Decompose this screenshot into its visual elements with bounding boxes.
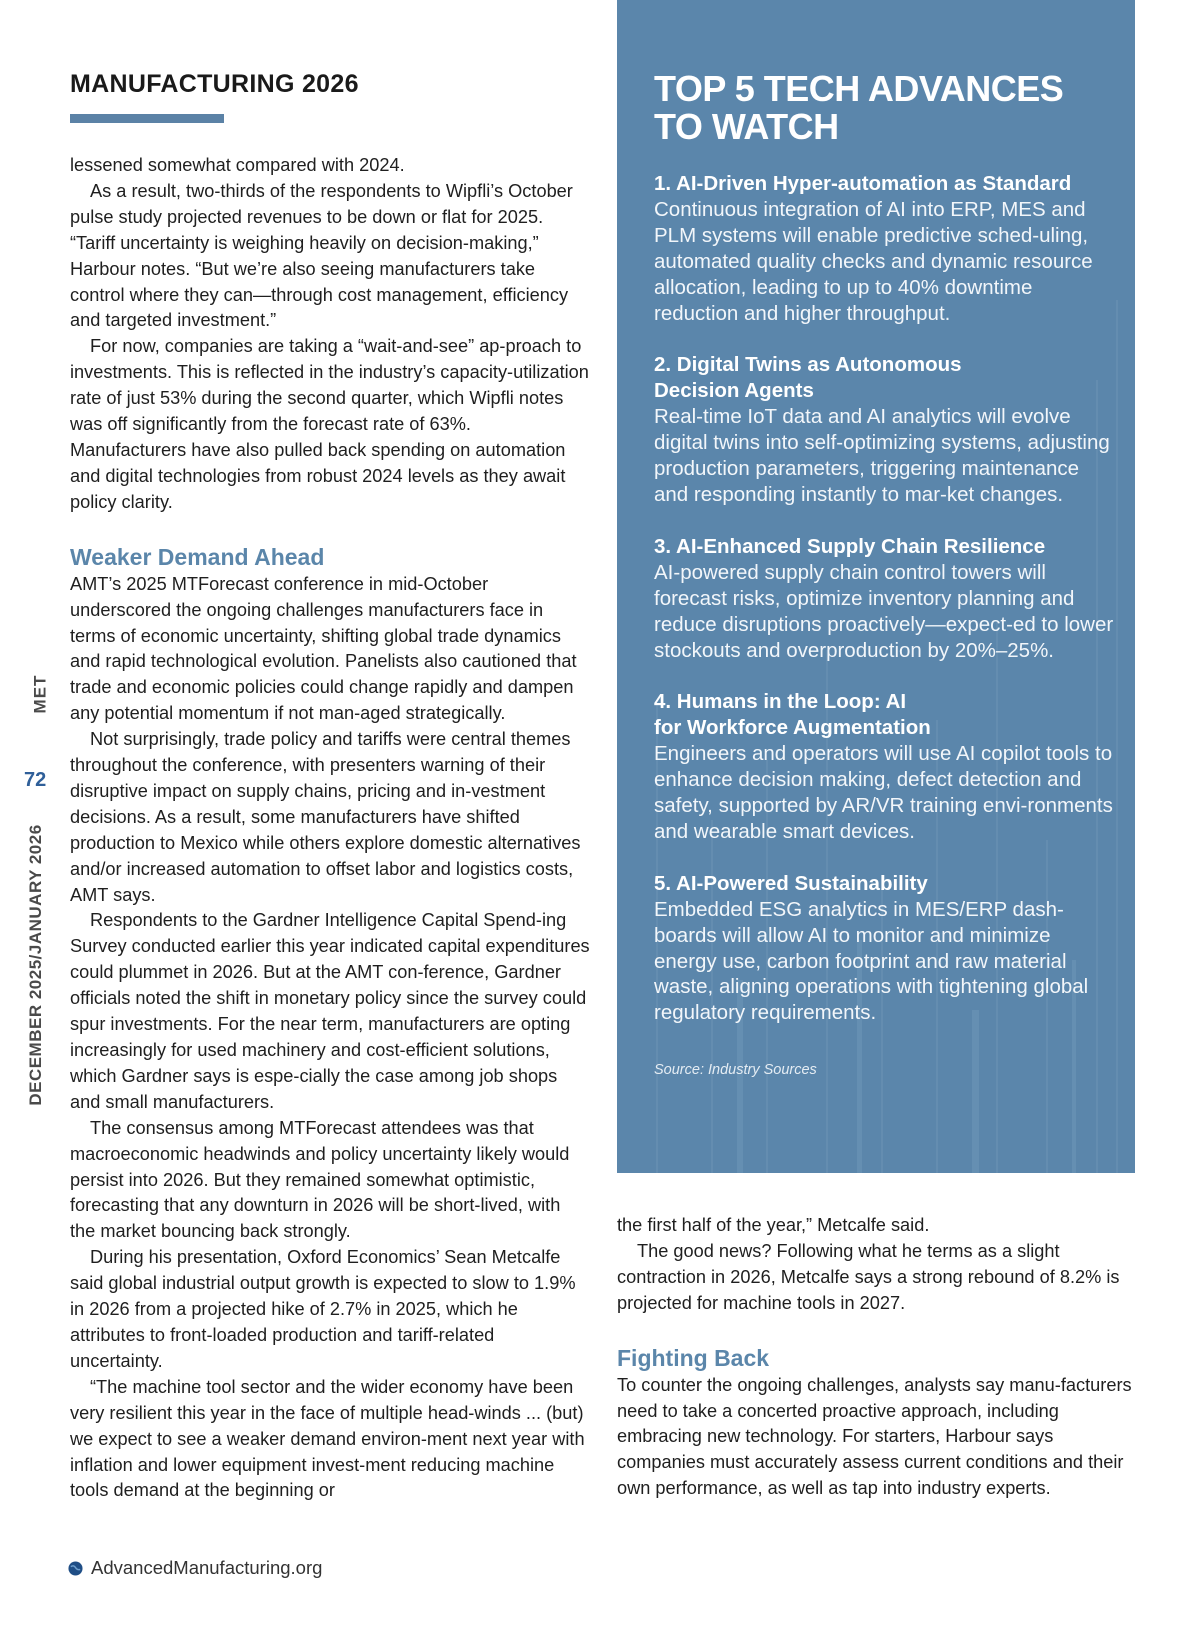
- advance-item: [654, 534, 1114, 664]
- page-number: 72: [24, 769, 47, 791]
- paragraph: Respondents to the Gardner Intelligence Capital Spend-ing Survey conducted earlier this year indicated capital expenditures could plummet in 2026. But at the AMT con-ference, Gardner officials noted the shift in monetary policy since the survey could spur investments. For the near term, manufacturers are opting increasingly for used machinery and cost-efficient solutions, which Gardner says is espe-cially the case among job shops and small manufacturers.: [70, 910, 590, 1112]
- paragraph: For now, companies are taking a “wait-and-see” ap-proach to investments. This is reflected in the industry’s capacity-utilization rate of just 53% during the second quarter, which Wipfli notes was off significantly from the forecast rate of 63%. Manufacturers have also pulled back spending on automation and digital technologies from robust 2024 levels as they await policy clarity.: [70, 336, 589, 512]
- advance-item: [654, 689, 1114, 844]
- advance-body: AI-powered supply chain control towers will forecast risks, optimize inventory planning and reduce disruptions proactively—expect-ed to lower stockouts and overproduction by 20%–25%.: [654, 560, 1114, 662]
- paragraph: Not surprisingly, trade policy and tariffs were central themes throughout the conference, with presenters warning of their disruptive impact on supply chains, pricing and in-vestment decisions. As a result, some manufacturers have shifted production to Mexico while others explore domestic alternatives and/or increased automation to offset labor and logistics costs, AMT says.: [70, 729, 581, 905]
- paragraph: To counter the ongoing challenges, analysts say manu-facturers need to take a concerted proactive approach, including embracing new technology. For starters, Harbour says companies must accurately assess current conditions and their own performance, as well as tap into industry experts.: [617, 1374, 1132, 1499]
- paragraph: During his presentation, Oxford Economics’ Sean Metcalfe said global industrial output growth is expected to slow to 1.9% in 2026 from a projected hike of 2.7% in 2025, which he attributes to front-loaded production and tariff-related uncertainty.: [70, 1247, 576, 1371]
- footer: [68, 1557, 322, 1579]
- sidebar-source: Source: Industry Sources: [654, 1062, 817, 1079]
- paragraph: The consensus among MTForecast attendees was that macroeconomic headwinds and policy uncertainty likely would persist into 2026. But they remained somewhat optimistic, forecasting that any downturn in 2026 will be short-lived, with the market bouncing back strongly.: [70, 1117, 570, 1242]
- advance-body: Continuous integration of AI into ERP, MES and PLM systems will enable predictive sched-uling, automated quality checks and dynamic resource allocation, leading to up to 40% downtime reduction and higher throughput.: [654, 197, 1093, 325]
- advance-item: [654, 871, 1114, 1026]
- paragraph: lessened somewhat compared with 2024.: [70, 155, 405, 175]
- left-column: [70, 153, 590, 1504]
- globe-icon: [68, 1561, 83, 1576]
- subhead-weaker-demand: Weaker Demand Ahead: [70, 543, 325, 570]
- paragraph: AMT’s 2025 MTForecast conference in mid-October underscored the ongoing challenges manufacturers face in terms of economic uncertainty, shifting global trade dynamics and rapid technological evolution. Panelists also cautioned that trade and economic policies could change rapidly and dampen any potential momentum if not man-aged strategically.: [70, 573, 577, 724]
- title-rule: [70, 114, 224, 123]
- advance-title: 4. Humans in the Loop: AI for Workforce Augmentation: [654, 690, 931, 740]
- advance-body: Embedded ESG analytics in MES/ERP dash-boards will allow AI to monitor and minimize energy use, carbon footprint and raw material waste, aligning operations with tightening global regulatory requirements.: [654, 897, 1089, 1025]
- issue-date: DECEMBER 2025/JANUARY 2026: [26, 824, 45, 1106]
- advance-body: Engineers and operators will use AI copilot tools to enhance decision making, defect detection and safety, supported by AR/VR training envi-ronments and wearable smart devices.: [654, 742, 1113, 843]
- advance-title: 5. AI-Powered Sustainability: [654, 871, 928, 895]
- publication-label: MET: [30, 674, 50, 714]
- advance-body: Real-time IoT data and AI analytics will evolve digital twins into self-optimizing systems, adjusting production parameters, triggering maintenance and responding instantly to mar-ket changes.: [654, 405, 1110, 506]
- paragraph: The good news? Following what he terms as a slight contraction in 2026, Metcalfe says a strong rebound of 8.2% is projected for machine tools in 2027.: [617, 1240, 1120, 1313]
- paragraph: “The machine tool sector and the wider economy have been very resilient this year in the face of multiple head-winds ... (but) we expect to see a weaker demand environ-ment next year with inflation and lower equipment invest-ment reducing machine tools demand at the beginning or: [70, 1376, 585, 1501]
- advance-title: 2. Digital Twins as Autonomous Decision Agents: [654, 353, 962, 403]
- advance-item: [654, 352, 1114, 507]
- section-title: MANUFACTURING 2026: [70, 70, 359, 98]
- advance-title: 1. AI-Driven Hyper-automation as Standard: [654, 172, 1072, 195]
- paragraph: the first half of the year,” Metcalfe said.: [617, 1215, 930, 1235]
- paragraph: As a result, two-thirds of the respondents to Wipfli’s October pulse study projected revenues to be down or flat for 2025. “Tariff uncertainty is weighing heavily on decision-making,” Harbour notes. “But we’re also seeing manufacturers take control where they can—through cost management, efficiency and targeted investment.”: [70, 180, 573, 331]
- right-column: [617, 1213, 1137, 1502]
- advance-item: [654, 171, 1114, 326]
- subhead-fighting-back: Fighting Back: [617, 1344, 770, 1371]
- footer-url[interactable]: AdvancedManufacturing.org: [91, 1557, 323, 1578]
- advance-title: 3. AI-Enhanced Supply Chain Resilience: [654, 534, 1046, 558]
- tech-advances-sidebar: [617, 0, 1135, 1173]
- sidebar-title: TOP 5 TECH ADVANCES TO WATCH: [654, 68, 1064, 147]
